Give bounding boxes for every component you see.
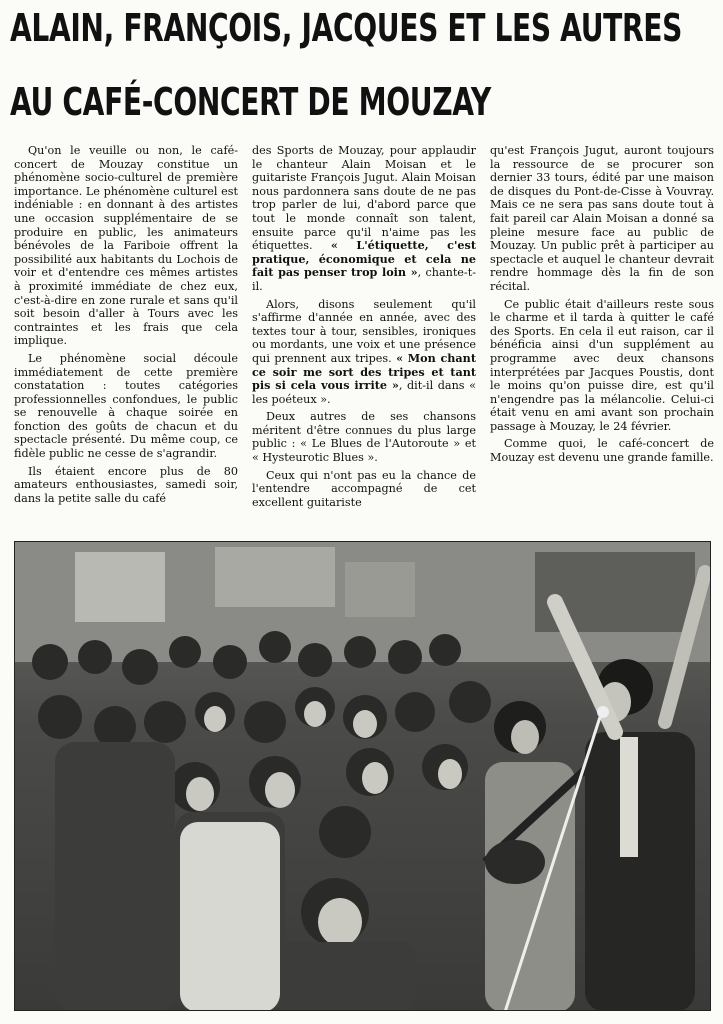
article-column-3 (490, 144, 714, 539)
column-3-paragraph-1: qu'est François Jugut, auront toujours la ressource de se procurer son dernier 33 tours, édité par une maison de disques du Pont-de-Cisse à Vouvray. Mais ce ne sera pas sans doute tout à fait pareil car Alain Moisan a donné sa pleine mesure face au public de Mouzay. Un public prêt à participer au spectacle et auquel le chanteur devrait rendre hommage dès la fin de son récital. (490, 144, 714, 293)
column-2-paragraph-3: Deux autres de ses chansons méritent d'être connues du plus large public : « Le Blues de l'Autoroute » et « Hysteurotic Blues ». (252, 410, 476, 465)
headline-line-2: AU CAFÉ-CONCERT DE MOUZAY (10, 80, 491, 124)
column-2-p1-tail: , chante-t-il. (252, 266, 476, 293)
column-2-p2-tail: , dit-il dans « les poéteux ». (252, 379, 476, 406)
article-column-2 (252, 144, 476, 539)
column-1-paragraph-2: Le phénomène social découle immédiatement de cette première constatation : toutes catégories professionnelles confondues, le public se renouvelle à chaque soirée en fonction des goûts de chacun et du spectacle présenté. Du même coup, ce fidèle public ne cesse de s'agrandir. (14, 351, 238, 461)
column-2-p1-quote: « L'étiquette, c'est pratique, économique et cela ne fait pas penser trop loin » (252, 238, 476, 280)
column-2-paragraph-1 (252, 144, 476, 294)
headline-line-1: ALAIN, FRANÇOIS, JACQUES ET LES AUTRES (10, 6, 682, 50)
column-3-paragraph-3: Comme quoi, le café-concert de Mouzay est devenu une grande famille. (490, 437, 714, 465)
article-column-1 (14, 144, 238, 539)
column-2-p2-quote: « Mon chant ce soir me sort des tripes et tant pis si cela vous irrite » (252, 350, 476, 393)
headline (10, 4, 682, 126)
column-2-paragraph-4: Ceux qui n'ont pas eu la chance de l'entendre accompagné de cet excellent guitariste (252, 468, 476, 509)
column-1-paragraph-1: Qu'on le veuille ou non, le café-concert de Mouzay constitue un phénomène socio-culturel de première importance. Le phénomène culturel est indéniable : en donnant à des artistes une occasion supplémentaire de se produire en public, les animateurs bénévoles de la Fariboie offrent la possibilité aux habitants du Lochois de voir et d'entendre ces mêmes artistes à proximité immédiate de chez eux, c'est-à-dire en zone rurale et sans qu'il soit besoin d'aller à Tours avec les contraintes et les frais que cela implique. (14, 144, 238, 348)
column-2-p2-text: Alors, disons seulement qu'il s'affirme d'année en année, avec des textes tour à tour, sensibles, ironiques ou mordants, une voix et une présence qui prennent aux tripes. (252, 297, 476, 365)
column-1-paragraph-3: Ils étaient encore plus de 80 amateurs enthousiastes, samedi soir, dans la petite salle du café (14, 464, 238, 505)
concert-photo (14, 541, 711, 1011)
article-body (14, 144, 714, 539)
column-2-paragraph-2 (252, 298, 476, 407)
column-3-paragraph-2: Ce public était d'ailleurs reste sous le charme et il tarda à quitter le café des Sports. En cela il eut raison, car il bénéficia ainsi d'un supplément au programme avec deux chansons interprétées par Jacques Poustis, dont le moins qu'on puisse dire, est qu'il n'engendre pas la mélancolie. Celui-ci était venu en ami avant son prochain passage à Mouzay, le 24 février. (490, 297, 714, 433)
concert-photo-illustration (15, 542, 711, 1011)
column-2-p1-text: des Sports de Mouzay, pour applaudir le chanteur Alain Moisan et le guitariste François Jugut. Alain Moisan nous pardonnera sans doute de ne pas trop parler de lui, d'abord parce que tout le monde connaît son talent, ensuite parce qu'il n'aime pas les étiquettes. (252, 144, 476, 253)
